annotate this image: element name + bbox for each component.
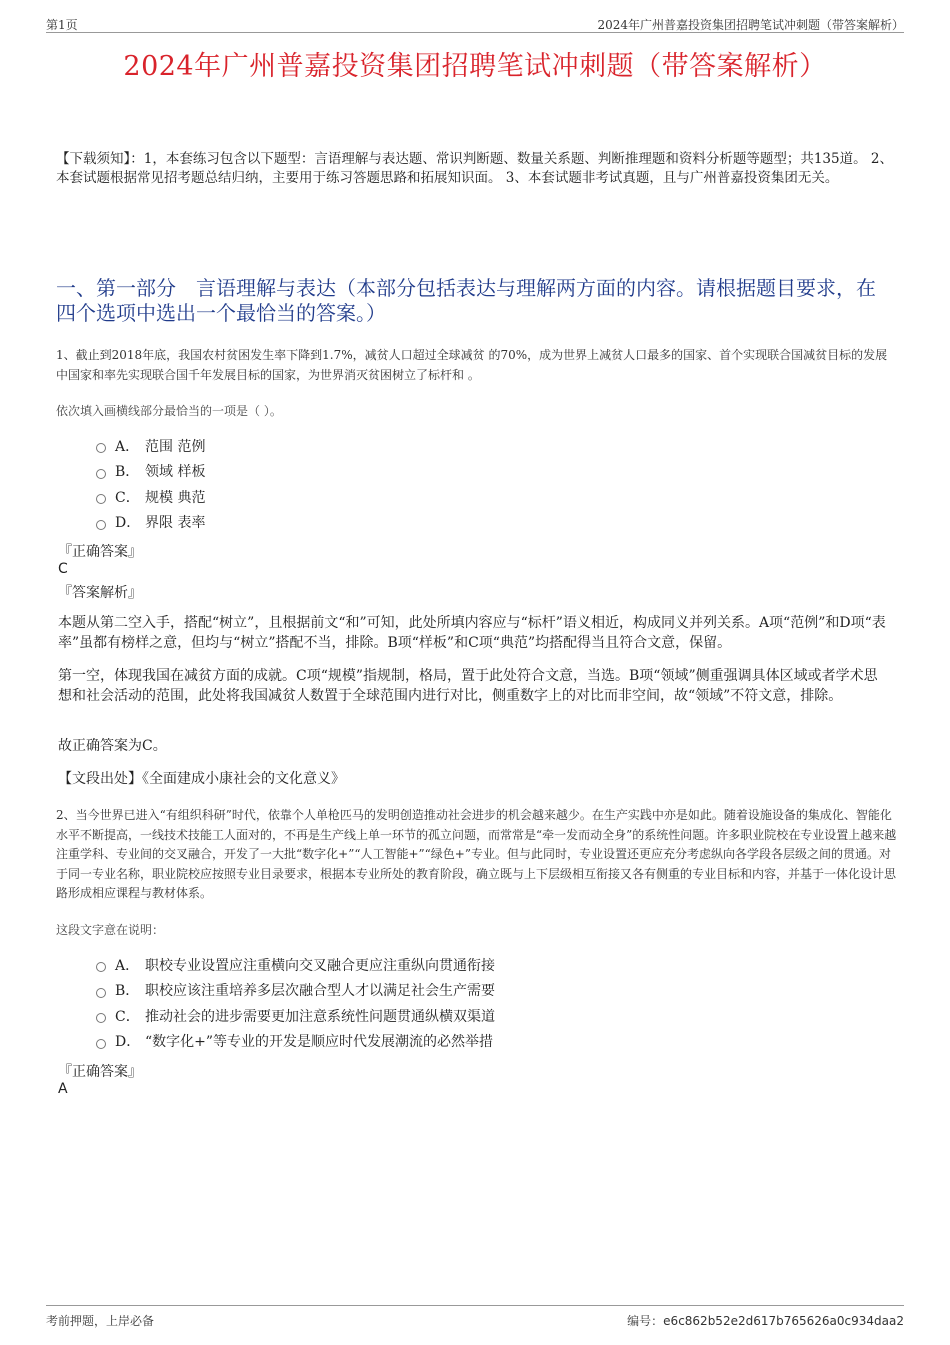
option-b[interactable]: B． 职校应该注重培养多层次融合型人才以满足社会生产需要: [96, 978, 495, 1004]
question-1-text: 1、截止到2018年底，我国农村贫困发生率下降到1.7%，减贫人口超过全球减贫 的70%，成为世界上减贫人口最多的国家、首个实现联合国减贫目标的发展中国家和率先实现联合国千年发展目标的国家，为世界消灭贫困树立了标杆和 。: [56, 348, 888, 382]
radio-button-icon[interactable]: [96, 494, 106, 504]
radio-button-icon[interactable]: [96, 443, 106, 453]
question-1-options: [96, 433, 205, 535]
option-b[interactable]: B． 领域 样板: [96, 459, 205, 485]
answer-value: A: [58, 1081, 68, 1097]
question-2-prompt: 这段文字意在说明：: [56, 923, 165, 937]
radio-button-icon[interactable]: [96, 469, 106, 479]
radio-button-icon[interactable]: [96, 1039, 106, 1049]
analysis-paragraph: 第一空，体现我国在减贫方面的成就。C项“规模”指规制，格局，置于此处符合文意，当选。B项“领域”侧重强调具体区域或者学术思想和社会活动的范围，此处将我国减贫人数置于全球范围内进行对比，侧重数字上的对比而非空间，故“领域”不符文意，排除。: [58, 668, 878, 704]
question-2-text: 2、当今世界已进入“有组织科研”时代，依靠个人单枪匹马的发明创造推动社会进步的机会越来越少。在生产实践中亦是如此。随着设施设备的集成化、智能化水平不断提高，一线技术技能工人面对的，不再是生产线上单一环节的孤立问题，而常常是“牵一发而动全身”的系统性问题。许多职业院校在专业设置上越来越注重学科、专业间的交叉融合，开发了一大批“数字化+”“人工智能+”“绿色+”专业。但与此同时，专业设置还更应充分考虑纵向各学段各层级之间的贯通。对于同一专业名称，职业院校应按照专业目录要求，根据本专业所处的教育阶段，确立既与上下层级相互衔接又各有侧重的专业目标和内容，并基于一体化设计思路形成相应课程与教材体系。: [56, 808, 897, 900]
document-code: 编号：e6c862b52e2d617b765626a0c934daa2: [627, 1314, 904, 1328]
analysis-label: 『答案解析』: [58, 585, 142, 601]
radio-button-icon[interactable]: [96, 1013, 106, 1023]
answer-label: 『正确答案』: [58, 1064, 142, 1080]
radio-button-icon[interactable]: [96, 988, 106, 998]
option-c[interactable]: C． 推动社会的进步需要更加注意系统性问题贯通纵横双渠道: [96, 1003, 495, 1029]
section-heading: 一、第一部分 言语理解与表达（本部分包括表达与理解两方面的内容。请根据题目要求，在四个选项中选出一个最恰当的答案。）: [56, 276, 876, 325]
header-doc-title: 2024年广州普嘉投资集团招聘笔试冲刺题（带答案解析）: [597, 18, 904, 32]
option-a[interactable]: A． 职校专业设置应注重横向交叉融合更应注重纵向贯通衔接: [96, 952, 495, 978]
page-title: 2024年广州普嘉投资集团招聘笔试冲刺题（带答案解析）: [123, 51, 827, 82]
page-header: [46, 14, 904, 33]
analysis-paragraph: 本题从第二空入手，搭配“树立”，且根据前文“和”可知，此处所填内容应与“标杆”语义相近，构成同义并列关系。A项“范例”和D项“表率”虽都有榜样之意，但均与“树立”搭配不当，排除。B项“样板”和C项“典范”均搭配得当且符合文意，保留。: [58, 615, 886, 651]
question-1-prompt: 依次填入画横线部分最恰当的一项是（ ）。: [56, 404, 282, 418]
question-2-options: [96, 952, 495, 1054]
option-a[interactable]: A． 范围 范例: [96, 433, 205, 459]
analysis-conclusion: 故正确答案为C。: [58, 738, 167, 754]
answer-label: 『正确答案』: [58, 544, 142, 560]
option-c[interactable]: C． 规模 典范: [96, 484, 205, 510]
radio-button-icon[interactable]: [96, 520, 106, 530]
footer-slogan: 考前押题，上岸必备: [46, 1314, 155, 1328]
page-number: 第1页: [46, 18, 78, 32]
source-citation: 【文段出处】《全面建成小康社会的文化意义》: [58, 771, 345, 787]
answer-value: C: [58, 561, 68, 577]
radio-button-icon[interactable]: [96, 962, 106, 972]
option-d[interactable]: D． “数字化+”等专业的开发是顺应时代发展潮流的必然举措: [96, 1029, 495, 1055]
page-footer: [46, 1305, 904, 1326]
option-d[interactable]: D． 界限 表率: [96, 510, 205, 536]
download-notice: 【下载须知】：1，本套练习包含以下题型：言语理解与表达题、常识判断题、数量关系题、判断推理题和资料分析题等题型；共135道。 2、本套试题根据常见招考题总结归纳，主要用于练习答题思路和拓展知识面。 3、本套试题非考试真题，且与广州普嘉投资集团无关。: [56, 151, 893, 186]
